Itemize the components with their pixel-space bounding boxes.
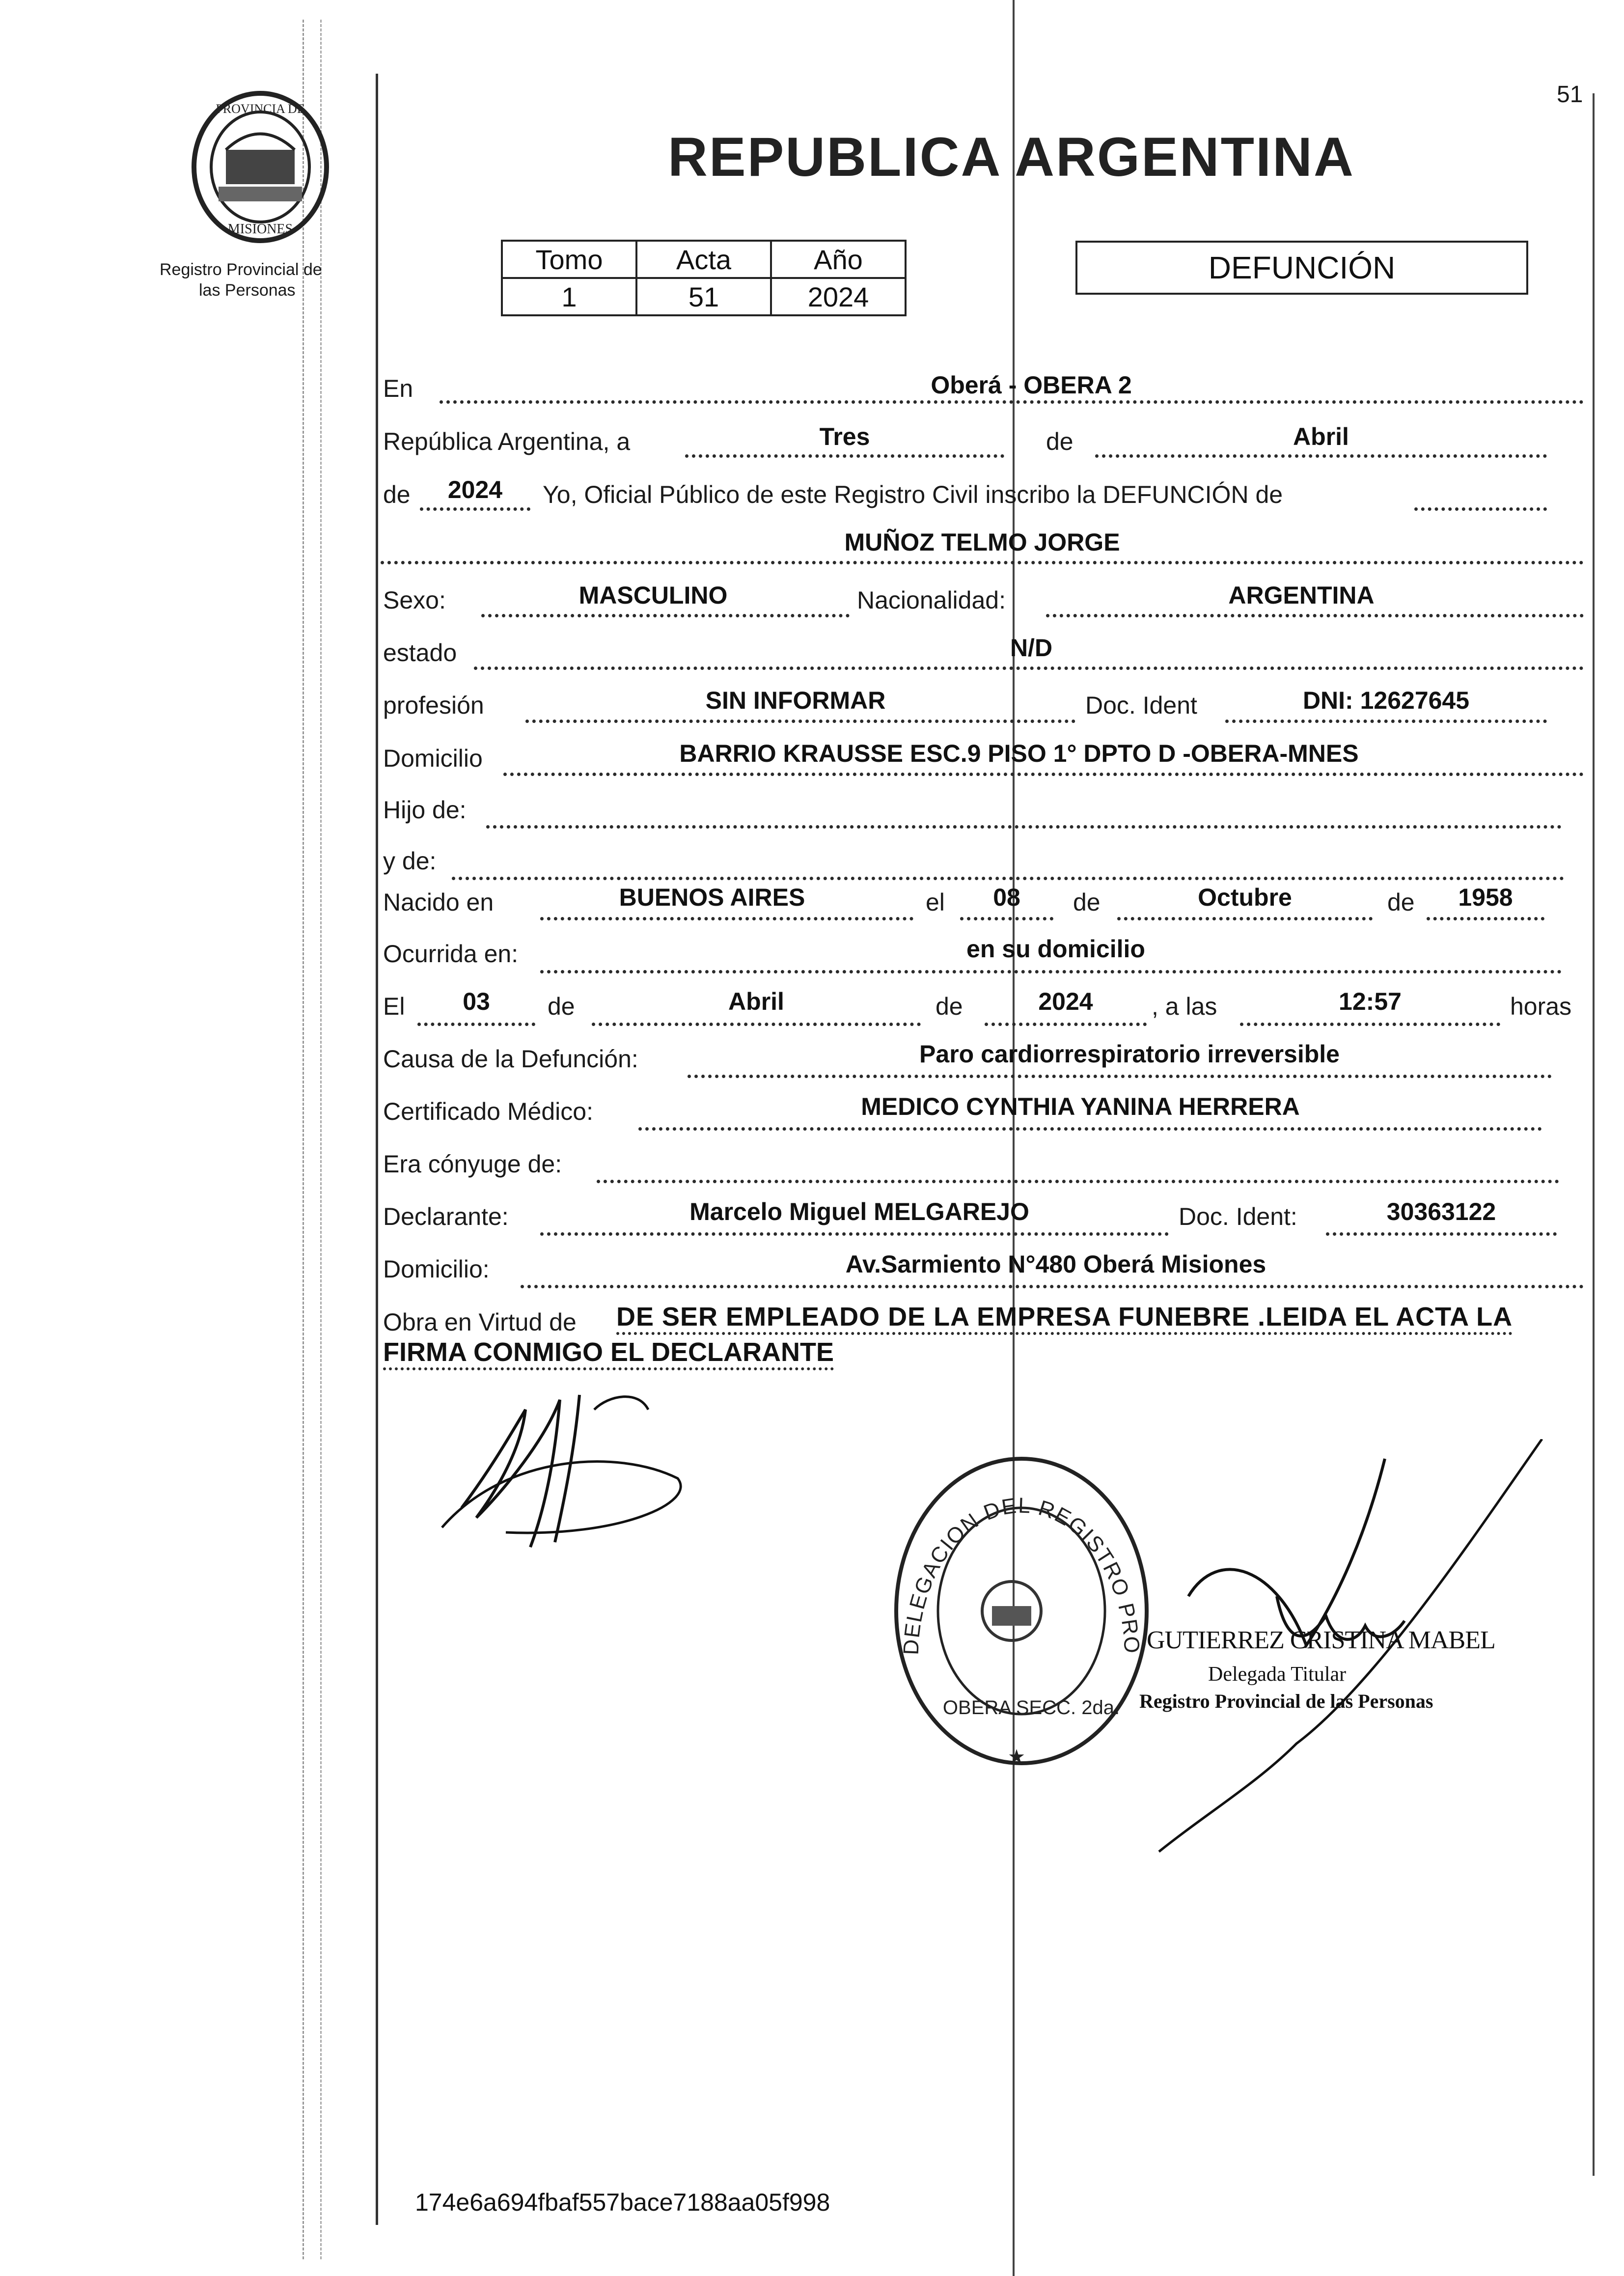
dots-def-dia — [417, 1023, 535, 1026]
label-estado: estado — [383, 639, 457, 666]
value-doc-ident: DNI: 12627645 — [1302, 687, 1470, 714]
dots-doc-ident-declarante — [1326, 1232, 1557, 1236]
value-anio: 2024 — [771, 278, 906, 315]
dots-doc-ident — [1225, 720, 1547, 723]
scan-edge-dashes — [303, 20, 304, 2259]
dots-def-mes — [592, 1023, 921, 1026]
official-name: GUTIERREZ CRISTINA MABEL — [1147, 1626, 1495, 1654]
official-role: Delegada Titular — [1208, 1663, 1347, 1686]
header-anio: Año — [771, 241, 906, 278]
label-ocurrida-en: Ocurrida en: — [383, 940, 519, 968]
label-de-6: de — [936, 993, 963, 1020]
dots-causa — [688, 1075, 1552, 1078]
value-nacionalidad: ARGENTINA — [1228, 582, 1375, 609]
label-horas: horas — [1510, 993, 1572, 1020]
label-doc-ident: Doc. Ident — [1085, 692, 1197, 719]
label-el: el — [926, 888, 945, 916]
left-margin-rule — [376, 74, 378, 2225]
document-hash: 174e6a694fbaf557bace7188aa05f998 — [415, 2189, 830, 2216]
value-certificado: MEDICO CYNTHIA YANINA HERRERA — [861, 1093, 1300, 1120]
value-lugar: Oberá - OBERA 2 — [931, 371, 1132, 399]
label-de-4: de — [1387, 888, 1415, 916]
label-republica: República Argentina, a — [383, 428, 631, 455]
value-profesion: SIN INFORMAR — [705, 687, 886, 714]
dots-estado — [474, 666, 1584, 670]
dots-def-hora — [1240, 1023, 1500, 1026]
oficial-text: Yo, Oficial Público de este Registro Civil inscribo la DEFUNCIÓN de — [543, 481, 1283, 508]
dots-sexo — [481, 614, 850, 617]
logo-caption-line2: las Personas — [199, 281, 296, 300]
dots-ocurrida — [540, 970, 1562, 973]
dots-declarante — [540, 1232, 1169, 1236]
value-doc-ident-declarante: 30363122 — [1386, 1198, 1496, 1225]
label-de-5: de — [548, 993, 575, 1020]
document-type: DEFUNCIÓN — [1208, 250, 1396, 285]
svg-text:PROVINCIA DE: PROVINCIA DE — [216, 102, 305, 116]
label-certificado: Certificado Médico: — [383, 1098, 593, 1125]
document-type-box — [1075, 241, 1528, 295]
label-doc-ident-declarante: Doc. Ident: — [1179, 1203, 1297, 1230]
dots-en — [440, 400, 1584, 404]
svg-text:OBERA SECC. 2da.: OBERA SECC. 2da. — [942, 1697, 1120, 1719]
dots-y-de — [452, 877, 1564, 880]
value-nacido-dia: 08 — [993, 884, 1020, 911]
dots-oficial-end — [1414, 507, 1547, 511]
logo-caption-line1: Registro Provincial de — [160, 260, 322, 279]
dots-hijo-de — [486, 825, 1562, 829]
label-y-de: y de: — [383, 847, 437, 875]
value-anio-inscripcion: 2024 — [447, 476, 503, 503]
value-obra-line1: DE SER EMPLEADO DE LA EMPRESA FUNEBRE .LEIDA EL ACTA LA — [616, 1302, 1513, 1335]
label-de-2: de — [383, 481, 411, 508]
header-acta: Acta — [636, 241, 771, 278]
dots-nacionalidad — [1046, 614, 1584, 617]
dots-def-anio — [985, 1023, 1147, 1026]
value-obra-line2: FIRMA CONMIGO EL DECLARANTE — [383, 1337, 834, 1370]
value-sexo: MASCULINO — [578, 582, 728, 609]
value-def-mes: Abril — [728, 988, 784, 1015]
label-nacido-en: Nacido en — [383, 888, 494, 916]
label-declarante: Declarante: — [383, 1203, 509, 1230]
center-fold-rule — [1013, 0, 1015, 2276]
declarant-signature — [432, 1380, 707, 1567]
dots-conyuge — [597, 1180, 1559, 1183]
scan-edge-dashes-2 — [320, 20, 322, 2259]
value-nacido-mes: Octubre — [1198, 884, 1292, 911]
delegation-stamp — [884, 1449, 1159, 1783]
value-acta: 51 — [636, 278, 771, 315]
label-en: En — [383, 375, 413, 402]
value-domicilio-declarante: Av.Sarmiento N°480 Oberá Misiones — [845, 1250, 1266, 1278]
label-sexo: Sexo: — [383, 586, 446, 614]
label-hijo-de: Hijo de: — [383, 796, 467, 824]
svg-text:DELEGACION DEL REGISTRO PROVIN: DELEGACION DEL REGISTRO PRO — [899, 1493, 1144, 1656]
provincial-seal-logo — [189, 88, 331, 246]
tomo-acta-anio-table — [501, 240, 907, 316]
svg-text:MISIONES: MISIONES — [227, 222, 293, 237]
value-ocurrida: en su domicilio — [966, 935, 1145, 963]
value-dia: Tres — [819, 423, 870, 450]
dots-profesion — [525, 720, 1075, 723]
label-el-2: El — [383, 993, 405, 1020]
dots-certificado — [638, 1127, 1542, 1131]
label-de-1: de — [1046, 428, 1073, 455]
dots-dia — [685, 454, 1004, 458]
header-tomo: Tomo — [502, 241, 636, 278]
dots-domicilio-declarante — [521, 1285, 1584, 1288]
label-domicilio: Domicilio — [383, 745, 483, 772]
value-estado: N/D — [1010, 634, 1053, 662]
value-declarante: Marcelo Miguel MELGAREJO — [689, 1198, 1029, 1225]
value-tomo: 1 — [502, 278, 636, 315]
value-def-anio: 2024 — [1038, 988, 1093, 1015]
label-causa: Causa de la Defunción: — [383, 1045, 638, 1073]
page-number: 51 — [1557, 82, 1583, 108]
dots-domicilio — [503, 773, 1584, 776]
dots-nombre — [381, 561, 1584, 564]
value-domicilio: BARRIO KRAUSSE ESC.9 PISO 1° DPTO D -OBERA-MNES — [679, 740, 1359, 767]
value-nombre: MUÑOZ TELMO JORGE — [844, 528, 1120, 556]
label-profesion: profesión — [383, 692, 484, 719]
dots-nacido-anio — [1427, 917, 1544, 920]
official-office: Registro Provincial de las Personas — [1139, 1690, 1433, 1712]
official-signature — [1129, 1439, 1571, 1881]
dots-anio — [420, 507, 530, 511]
dots-nacido-dia — [960, 917, 1053, 920]
svg-text:★: ★ — [1008, 1746, 1025, 1768]
label-conyuge: Era cónyuge de: — [383, 1150, 562, 1178]
document-title: REPUBLICA ARGENTINA — [668, 126, 1355, 188]
value-mes: Abril — [1293, 423, 1349, 450]
label-obra-en-virtud: Obra en Virtud de — [383, 1308, 577, 1336]
value-nacido-anio: 1958 — [1458, 884, 1513, 911]
label-domicilio-declarante: Domicilio: — [383, 1255, 490, 1283]
value-causa: Paro cardiorrespiratorio irreversible — [919, 1040, 1340, 1068]
dots-nacido-lugar — [540, 917, 913, 920]
dots-nacido-mes — [1117, 917, 1373, 920]
label-nacionalidad: Nacionalidad: — [857, 586, 1006, 614]
value-def-hora: 12:57 — [1339, 988, 1402, 1015]
label-a-las: , a las — [1152, 993, 1217, 1020]
right-margin-rule — [1593, 93, 1595, 2176]
dots-mes — [1095, 454, 1547, 458]
value-def-dia: 03 — [463, 988, 490, 1015]
value-nacido-lugar: BUENOS AIRES — [619, 884, 805, 911]
label-de-3: de — [1073, 888, 1101, 916]
